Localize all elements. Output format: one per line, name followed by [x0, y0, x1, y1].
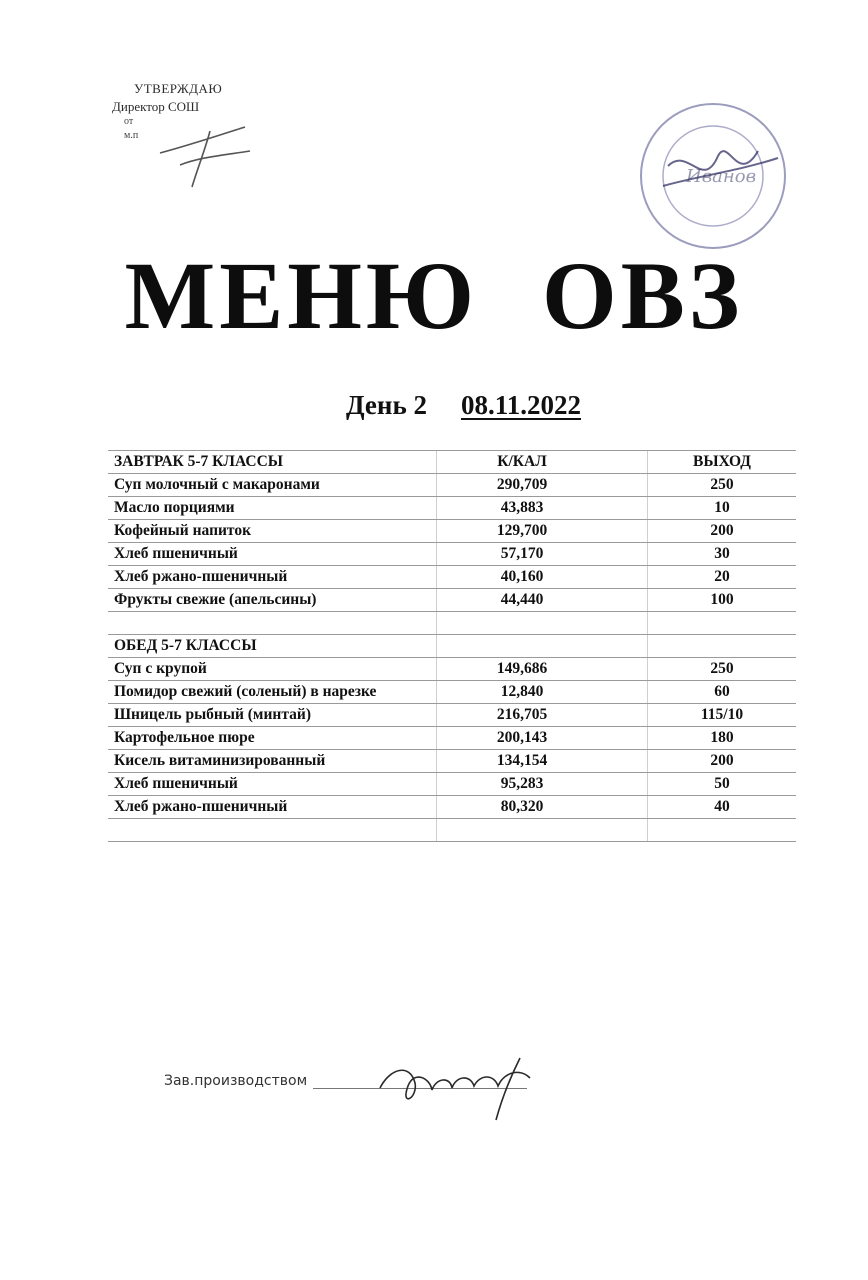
- table-row: Хлеб ржано-пшеничный 80,320 40: [108, 796, 796, 819]
- day-heading: [346, 390, 581, 421]
- svg-text:Иванов: Иванов: [686, 166, 757, 187]
- table-header-row: [108, 451, 796, 474]
- approval-director: Директор СОШ: [112, 98, 200, 114]
- table-row: Хлеб ржано-пшеничный 40,160 20: [108, 566, 796, 589]
- table-row: Фрукты свежие (апельсины) 44,440 100: [108, 589, 796, 612]
- table-row: Суп молочный с макаронами 290,709 250: [108, 474, 796, 497]
- lunch-section-row: [108, 635, 796, 658]
- round-stamp-icon: [628, 96, 798, 256]
- table-row: Шницель рыбный (минтай) 216,705 115/10: [108, 704, 796, 727]
- table-spacer-row: [108, 819, 796, 842]
- approval-title: УТВЕРЖДАЮ: [134, 81, 223, 96]
- approval-date-label: от: [124, 116, 134, 128]
- footer-label: Зав.производством: [164, 1073, 308, 1089]
- table-row: Кофейный напиток 129,700 200: [108, 520, 796, 543]
- table-row: Кисель витаминизированный 134,154 200: [108, 750, 796, 773]
- table-spacer-row: [108, 612, 796, 635]
- header-meal: ЗАВТРАК 5-7 КЛАССЫ: [108, 451, 437, 474]
- table-row: Хлеб пшеничный 57,170 30: [108, 543, 796, 566]
- day-date: 08.11.2022: [460, 390, 581, 420]
- table-row: Помидор свежий (соленый) в нарезке 12,840 60: [108, 681, 796, 704]
- page-title: МЕНЮ ОВЗ: [124, 242, 744, 349]
- table-row: Суп с крупой 149,686 250: [108, 658, 796, 681]
- header-kcal: К/КАЛ: [437, 451, 648, 474]
- lunch-title: ОБЕД 5-7 КЛАССЫ: [108, 635, 437, 658]
- day-label: День 2: [346, 390, 427, 420]
- header-output: ВЫХОД: [648, 451, 797, 474]
- manager-signature-icon: [370, 1048, 560, 1128]
- table-row: Хлеб пшеничный 95,283 50: [108, 773, 796, 796]
- table-row: Картофельное пюре 200,143 180: [108, 727, 796, 750]
- approval-mp-label: м.п: [124, 129, 139, 141]
- table-row: Масло порциями 43,883 10: [108, 497, 796, 520]
- director-signature-icon: [150, 105, 260, 195]
- menu-table: [108, 450, 796, 842]
